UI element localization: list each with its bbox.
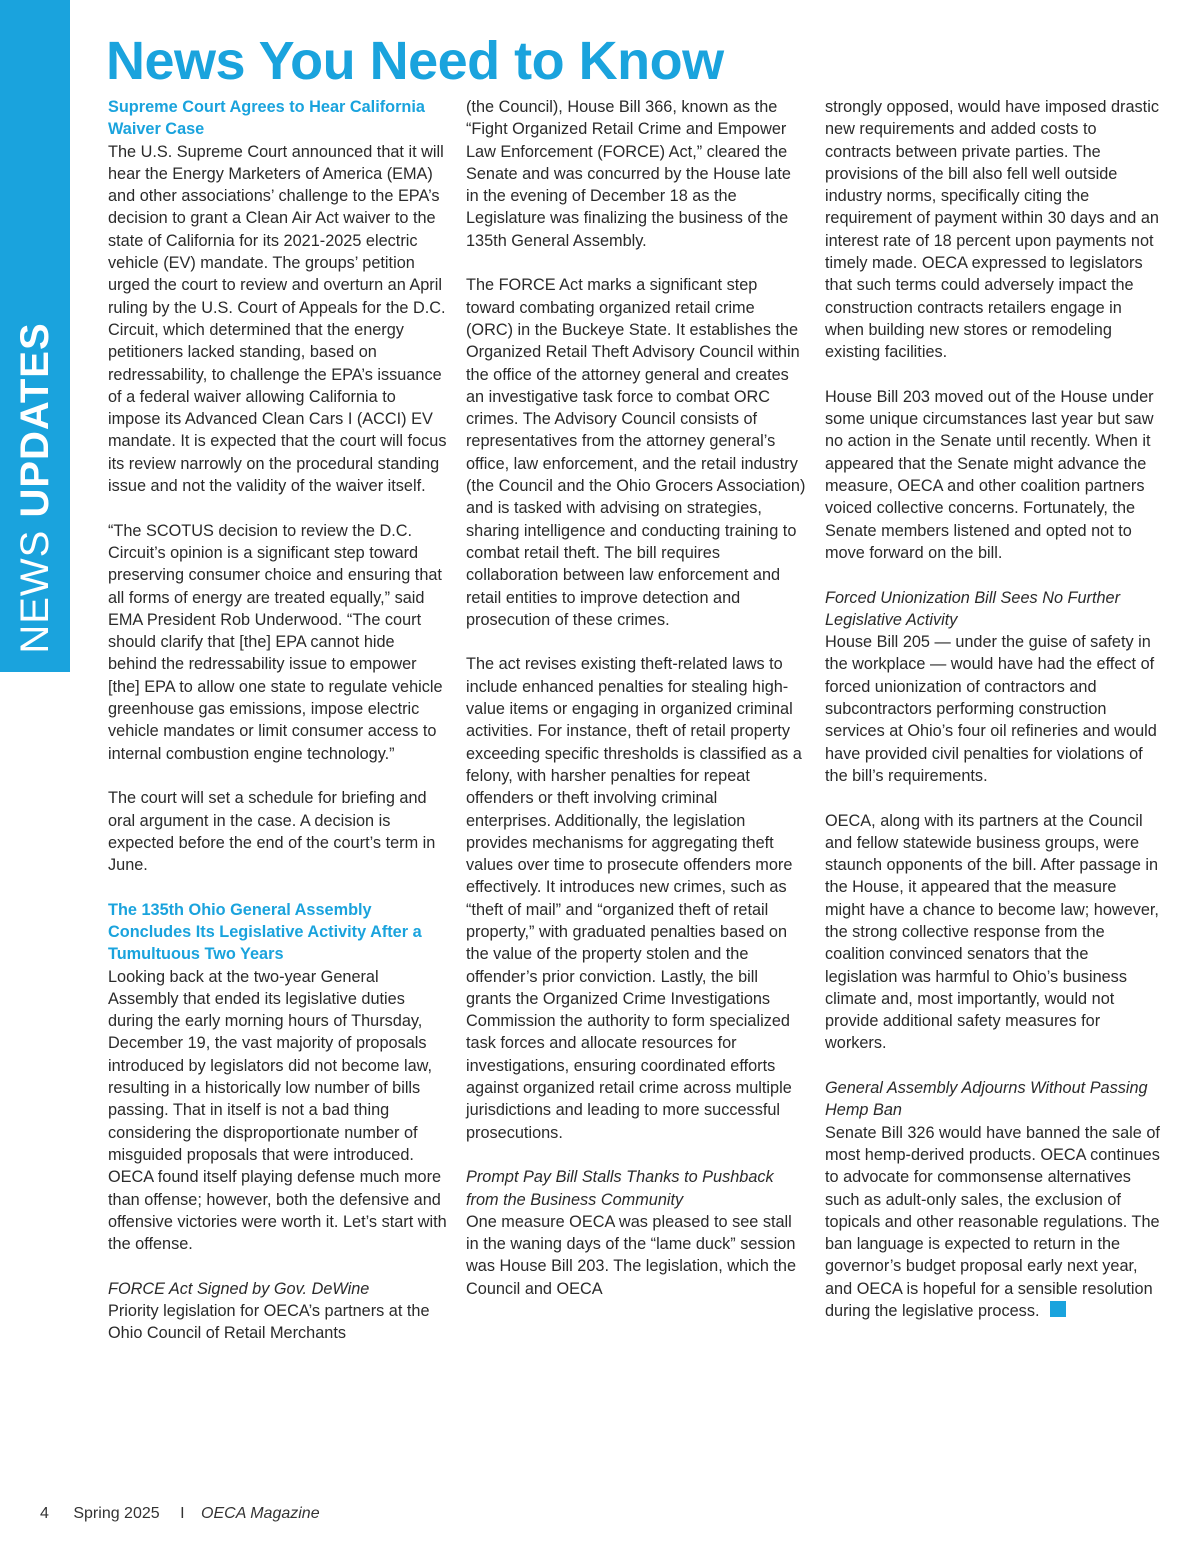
paragraph-text: Senate Bill 326 would have banned the sale of most hemp-derived products. OECA continues to advocate for commonsense alternatives such as adult-only sales, the exclusion of topicals and other reasonable regulations. The ban language is expected to return in the governor’s budget proposal early next year, and OECA is hopeful for a sensible resolution during the legislative process. [825, 1123, 1160, 1321]
magazine-name: OECA Magazine [201, 1505, 320, 1522]
paragraph-text: strongly opposed, would have imposed drastic new requirements and added costs to contracts between private parties. The provisions of the bill also fell well outside industry norms, specifically citing the requirement of payment within 30 days and an interest rate of 18 percent upon payments not timely made. OECA expressed to legislators that such terms could adversely impact the construction contracts retailers engage in when building new stores or remodeling existing facilities. [825, 98, 1159, 362]
paragraph-text: The FORCE Act marks a significant step toward combating organized retail crime (ORC) in the Buckeye State. It establishes the Organized Retail Theft Advisory Council within the office of the attorney general and creates an investigative task force to combat ORC crimes. The Advisory Council consists of representatives from the attorney general’s office, law enforcement, and the retail industry (the Council and the Ohio Grocers Association) and is tasked with advising on strategies, sharing intelligence and conducting training to combat retail theft. The bill requires collaboration between law enforcement and retail entities to improve detection and prosecution of these crimes. [466, 276, 806, 629]
footer-separator: I [180, 1505, 185, 1522]
paragraph [108, 1278, 448, 1345]
paragraph-text: “The SCOTUS decision to review the D.C. Circuit’s opinion is a significant step toward preserving consumer choice and ensuring that all forms of energy are treated equally,” said EMA President Rob Underwood. “The court should clarify that [the] EPA cannot hide behind the redressability issue to empower [the] EPA to allow one state to regulate vehicle greenhouse gas emissions, impose electric vehicle mandates or limit consumer access to internal combustion engine technology.” [108, 521, 443, 763]
paragraph [825, 587, 1160, 788]
section-label-light: NEWS [13, 517, 57, 654]
paragraph [825, 1077, 1160, 1322]
section-side-tab [0, 0, 70, 672]
paragraph-text: Looking back at the two-year General Assembly that ended its legislative duties during the early morning hours of Thursday, December 19, the vast majority of proposals introduced by legislators did not become law, resulting in a historically low number of bills passing. That in itself is not a bad thing considering the disproportionate number of misguided proposals that were introduced. OECA found itself playing defense much more than offense; however, both the defensive and offensive victories were worth it. Let’s start with the offense. [108, 967, 447, 1254]
paragraph [466, 1166, 806, 1300]
end-of-article-mark [1050, 1301, 1066, 1317]
paragraph-text: OECA, along with its partners at the Council and fellow statewide business groups, were staunch opponents of the bill. After passage in the House, it appeared that the measure might have a chance to become law; however, the strong collective response from the coalition convinced senators that the legislation was harmful to Ohio’s business climate and, most importantly, would not provide additional safety measures for workers. [825, 811, 1159, 1053]
paragraph-text: Priority legislation for OECA’s partners at the Ohio Council of Retail Merchants [108, 1302, 430, 1343]
article-column-1 [108, 96, 448, 1345]
paragraph [108, 899, 448, 1256]
paragraph-text: The act revises existing theft-related laws to include enhanced penalties for stealing high-value items or engaging in organized criminal activities. For instance, theft of retail property exceeding specific thresholds is classified as a felony, with harsher penalties for repeat offenders or theft involving criminal enterprises. Additionally, the legislation provides mechanisms for aggregating theft values over time to prosecute offenders more effectively. It introduces new crimes, such as “theft of mail” and “organized theft of retail property,” with graduated penalties based on the value of the property stolen and the offender’s prior conviction. Lastly, the bill grants the Organized Crime Investigations Commission the authority to form specialized task forces and allocate resources for investigations, ensuring coordinated efforts against organized retail crime across multiple jurisdictions and leading to more successful prosecutions. [466, 655, 802, 1142]
paragraph-text: House Bill 203 moved out of the House under some unique circumstances last year but saw no action in the Senate until recently. When it appeared that the Senate might advance the measure, OECA and other coalition partners voiced collective concerns. Fortunately, the Senate members listened and opted not to move forward on the bill. [825, 387, 1154, 562]
subheading: General Assembly Adjourns Without Passing Hemp Ban [825, 1079, 1148, 1120]
paragraph-text: (the Council), House Bill 366, known as the “Fight Organized Retail Crime and Empower Law Enforcement (FORCE) Act,” cleared the Senate and was concurred by the House late in the evening of December 18 as the Legislature was finalizing the business of the 135th General Assembly. [466, 98, 791, 250]
subheading: Prompt Pay Bill Stalls Thanks to Pushback from the Business Community [466, 1168, 774, 1209]
article-column-3 [825, 96, 1160, 1322]
paragraph-text: House Bill 205 — under the guise of safety in the workplace — would have had the effect of forced unionization of contractors and subcontractors performing construction services at Ohio’s four oil refineries and would have provided civil penalties for violations of the bill’s requirements. [825, 633, 1157, 785]
paragraph [108, 96, 448, 497]
subheading: Forced Unionization Bill Sees No Further Legislative Activity [825, 588, 1121, 629]
section-label-bold: UPDATES [13, 322, 57, 518]
paragraph-text: One measure OECA was pleased to see stall in the waning days of the “lame duck” session was House Bill 203. The legislation, which the Council and OECA [466, 1212, 797, 1298]
page-number: 4 [40, 1505, 49, 1522]
article-column-2 [466, 96, 806, 1300]
subheading: FORCE Act Signed by Gov. DeWine [108, 1279, 370, 1298]
article-heading: The 135th Ohio General Assembly Concludes Its Legislative Activity After a Tumultuous Two Years [108, 900, 422, 964]
page-footer [40, 1505, 326, 1523]
issue-label: Spring 2025 [73, 1505, 160, 1522]
page-title: News You Need to Know [106, 31, 724, 91]
article-heading: Supreme Court Agrees to Hear California Waiver Case [108, 98, 425, 139]
section-label [15, 322, 55, 653]
paragraph-text: The court will set a schedule for briefing and oral argument in the case. A decision is expected before the end of the court’s term in June. [108, 789, 436, 875]
paragraph-text: The U.S. Supreme Court announced that it will hear the Energy Marketers of America (EMA) and other associations’ challenge to the EPA’s decision to grant a Clean Air Act waiver to the state of California for its 2021-2025 electric vehicle (EV) mandate. The groups’ petition urged the court to review and overturn an April ruling by the U.S. Court of Appeals for the D.C. Circuit, which determined that the energy petitioners lacked standing, based on redressability, to challenge the EPA’s issuance of a federal waiver allowing California to impose its Advanced Clean Cars I (ACCI) EV mandate. It is expected that the court will focus its review narrowly on the procedural standing issue and not the validity of the waiver itself. [108, 142, 447, 496]
